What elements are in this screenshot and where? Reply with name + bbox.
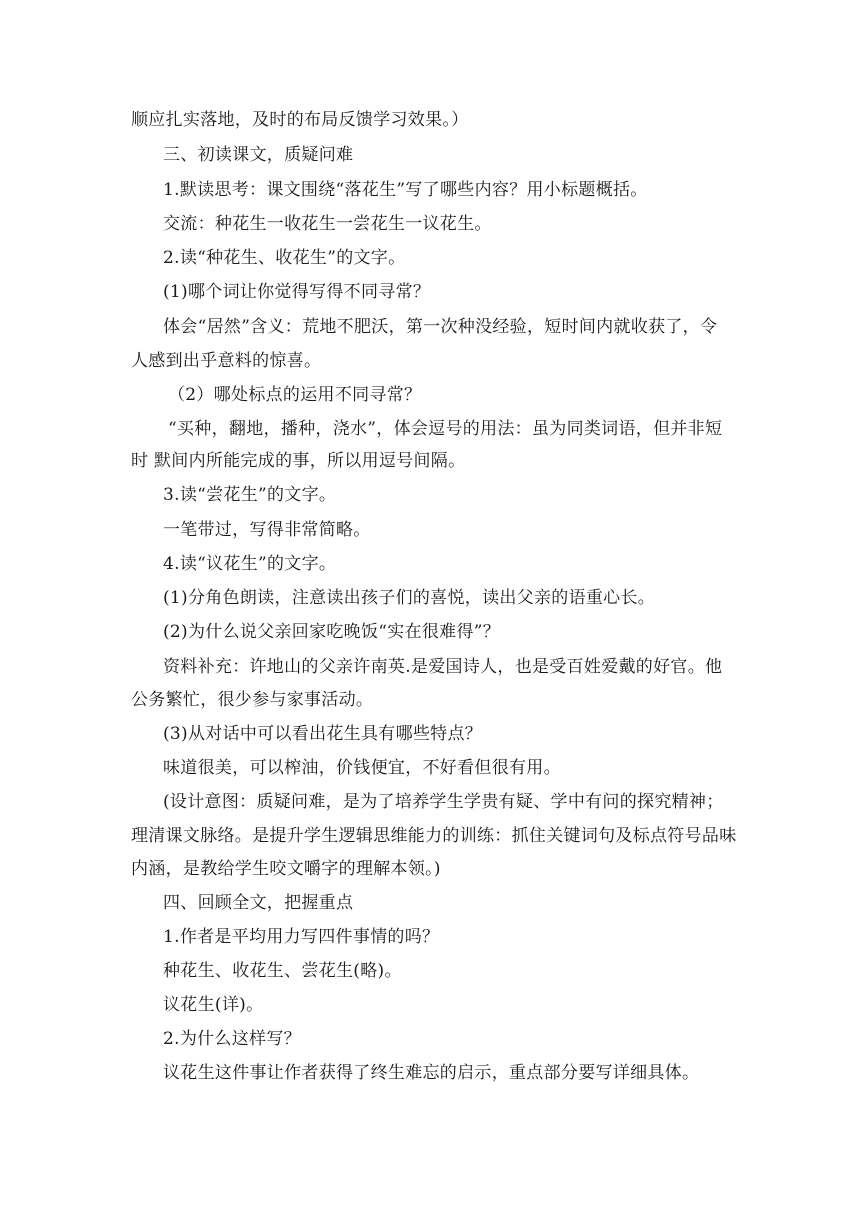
text-line: 一笔带过，写得非常简略。 — [163, 520, 371, 540]
text-line: 种花生、收花生、尝花生(略)。 — [163, 961, 402, 981]
text-line: 1.作者是平均用力写四件事情的吗？ — [163, 927, 440, 947]
text-line: 2.为什么这样写？ — [163, 1029, 301, 1049]
text-line: 时 默间内所能完成的事，所以用逗号间隔。 — [131, 451, 466, 471]
text-line: 议花生(详)。 — [163, 995, 264, 1015]
text-line: 体会“居然”含义：荒地不肥沃，第一次种没经验，短时间内就收获了，令 — [163, 317, 718, 337]
text-line: 理清课文脉络。是提升学生逻辑思维能力的训练：抓住关键词句及标点符号品味 — [131, 826, 737, 846]
section-heading: 三、初读课文，质疑问难 — [163, 145, 354, 165]
text-line: 2.读“种花生、收花生”的文字。 — [163, 248, 406, 268]
text-line: 味道很美，可以榨油，价钱便宜，不好看但很有用。 — [163, 758, 561, 778]
text-line: 公务繁忙，很少参与家事活动。 — [131, 690, 374, 710]
text-line: (设计意图：质疑问难，是为了培养学生学贵有疑、学中有问的探究精神； — [163, 792, 724, 812]
text-line: 资料补充：许地山的父亲许南英.是爱国诗人，也是受百姓爱戴的好官。他 — [163, 657, 723, 677]
text-line: (3)从对话中可以看出花生具有哪些特点？ — [163, 724, 483, 744]
text-line: 内涵，是教给学生咬文嚼字的理解本领。) — [131, 859, 441, 879]
text-line: 4.读“议花生”的文字。 — [163, 554, 337, 574]
text-line: 3.读“尝花生”的文字。 — [163, 485, 337, 505]
text-line: (1)哪个词让你觉得写得不同寻常？ — [163, 282, 431, 302]
text-line: “买种，翻地，播种，浇水”，体会逗号的用法：虽为同类词语，但并非短 — [168, 419, 723, 439]
text-line: (1)分角色朗读，注意读出孩子们的喜悦，读出父亲的语重心长。 — [163, 588, 656, 608]
text-line: 交流：种花生一收花生一尝花生一议花生。 — [163, 214, 492, 234]
text-line: 议花生这件事让作者获得了终生难忘的启示，重点部分要写详细具体。 — [163, 1063, 700, 1083]
text-line: （2）哪处标点的运用不同寻常？ — [168, 385, 422, 405]
section-heading: 四、回顾全文，把握重点 — [163, 893, 354, 913]
text-line: (2)为什么说父亲回家吃晚饭“实在很难得”？ — [163, 622, 501, 642]
text-line: 顺应扎实落地，及时的布局反馈学习效果。） — [131, 110, 469, 130]
text-line: 人感到出乎意料的惊喜。 — [131, 351, 322, 371]
text-line: 1.默读思考：课文围绕“落花生”写了哪些内容？用小标题概括。 — [163, 180, 648, 200]
